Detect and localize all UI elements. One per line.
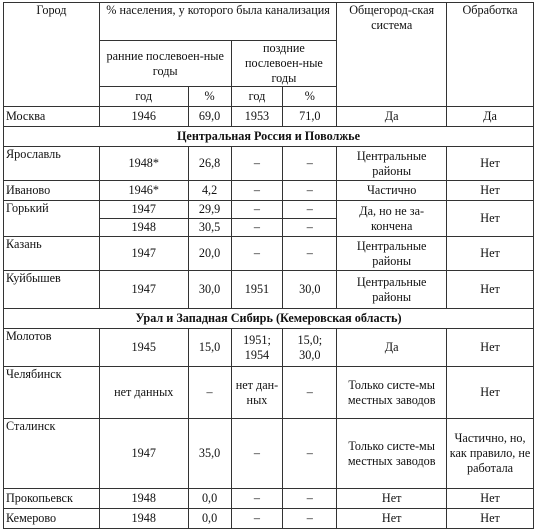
pct-early: 15,0 (188, 329, 231, 367)
pct-early: 0,0 (188, 509, 231, 529)
city-name: Прокопьевск (4, 489, 100, 509)
city-name: Ярославль (4, 147, 100, 181)
pct-late: – (283, 509, 337, 529)
citywide-system: Да (337, 107, 447, 127)
header-year: год (231, 87, 283, 107)
city-name: Москва (4, 107, 100, 127)
citywide-system: Центральные районы (337, 271, 447, 309)
year-late: – (231, 219, 283, 237)
section-heading: Урал и Западная Сибирь (Кемеровская область) (4, 309, 534, 329)
year-early: 1945 (99, 329, 188, 367)
year-late: 1951 (231, 271, 283, 309)
pct-early: – (188, 367, 231, 419)
pct-late: – (283, 219, 337, 237)
city-name: Иваново (4, 181, 100, 201)
year-early: 1947 (99, 419, 188, 489)
year-early: 1947 (99, 271, 188, 309)
section-heading: Центральная Россия и Поволжье (4, 127, 534, 147)
pct-early: 30,5 (188, 219, 231, 237)
citywide-system: Да (337, 329, 447, 367)
pct-late: 30,0 (283, 271, 337, 309)
header-pct: % (188, 87, 231, 107)
pct-early: 29,9 (188, 201, 231, 219)
year-late: – (231, 147, 283, 181)
year-late: 1953 (231, 107, 283, 127)
treatment: Частично, но, как правило, не работала (447, 419, 534, 489)
city-name: Казань (4, 237, 100, 271)
year-late: – (231, 237, 283, 271)
year-early: 1948 (99, 489, 188, 509)
year-early: 1947 (99, 237, 188, 271)
treatment: Нет (447, 509, 534, 529)
year-early: 1946* (99, 181, 188, 201)
pct-early: 35,0 (188, 419, 231, 489)
pct-early: 30,0 (188, 271, 231, 309)
city-name: Горький (4, 201, 100, 237)
year-late: – (231, 489, 283, 509)
pct-late: – (283, 201, 337, 219)
pct-early: 4,2 (188, 181, 231, 201)
pct-late: – (283, 367, 337, 419)
year-early: нет данных (99, 367, 188, 419)
year-early: 1946 (99, 107, 188, 127)
citywide-system: Только систе-мы местных заводов (337, 367, 447, 419)
year-early: 1948 (99, 219, 188, 237)
header-percent-group: % населения, у которого была канализация (99, 3, 336, 41)
citywide-system: Да, но не за-кончена (337, 201, 447, 237)
treatment: Нет (447, 271, 534, 309)
pct-late: – (283, 419, 337, 489)
header-treatment: Обработка (447, 3, 534, 107)
treatment: Нет (447, 329, 534, 367)
year-early: 1948 (99, 509, 188, 529)
city-name: Сталинск (4, 419, 100, 489)
year-late: – (231, 419, 283, 489)
citywide-system: Частично (337, 181, 447, 201)
year-late: нет дан-ных (231, 367, 283, 419)
treatment: Нет (447, 181, 534, 201)
header-citywide-system: Общегород-ская система (337, 3, 447, 107)
pct-late: 15,0; 30,0 (283, 329, 337, 367)
pct-late: – (283, 181, 337, 201)
year-late: – (231, 181, 283, 201)
pct-late: – (283, 237, 337, 271)
citywide-system: Центральные районы (337, 147, 447, 181)
pct-early: 20,0 (188, 237, 231, 271)
city-name: Кемерово (4, 509, 100, 529)
pct-early: 69,0 (188, 107, 231, 127)
treatment: Нет (447, 201, 534, 237)
treatment: Нет (447, 489, 534, 509)
pct-early: 0,0 (188, 489, 231, 509)
city-name: Челябинск (4, 367, 100, 419)
treatment: Да (447, 107, 534, 127)
year-late: – (231, 201, 283, 219)
citywide-system: Нет (337, 509, 447, 529)
pct-late: – (283, 147, 337, 181)
treatment: Нет (447, 367, 534, 419)
sewerage-table (3, 2, 534, 529)
pct-late: 71,0 (283, 107, 337, 127)
header-pct: % (283, 87, 337, 107)
pct-late: – (283, 489, 337, 509)
header-city: Город (4, 3, 100, 107)
header-early-years: ранние послевоен-ные годы (99, 41, 231, 87)
year-early: 1947 (99, 201, 188, 219)
treatment: Нет (447, 147, 534, 181)
city-name: Молотов (4, 329, 100, 367)
year-early: 1948* (99, 147, 188, 181)
header-late-years: поздние послевоен-ные годы (231, 41, 337, 87)
year-late: – (231, 509, 283, 529)
citywide-system: Только систе-мы местных заводов (337, 419, 447, 489)
city-name: Куйбышев (4, 271, 100, 309)
year-late: 1951; 1954 (231, 329, 283, 367)
pct-early: 26,8 (188, 147, 231, 181)
header-year: год (99, 87, 188, 107)
citywide-system: Нет (337, 489, 447, 509)
treatment: Нет (447, 237, 534, 271)
citywide-system: Центральные районы (337, 237, 447, 271)
